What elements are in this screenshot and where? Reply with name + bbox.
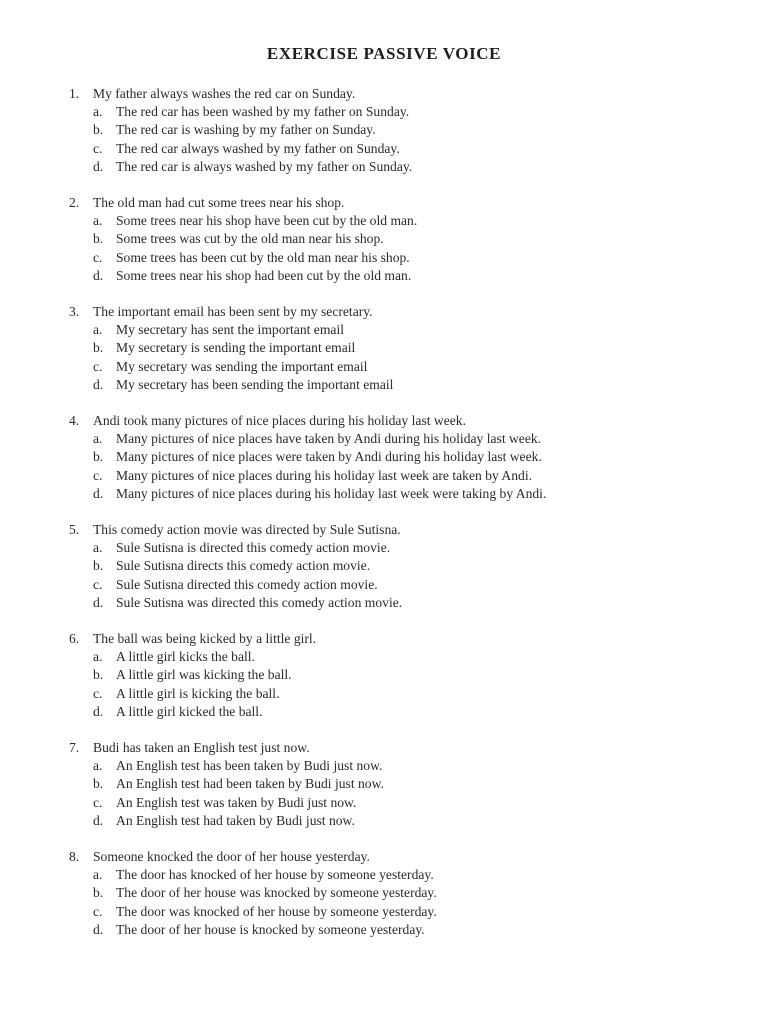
option-letter: d. xyxy=(93,812,104,828)
option-a xyxy=(0,648,768,666)
option-text: An English test has been taken by Budi just now. xyxy=(116,758,383,774)
question-text: Andi took many pictures of nice places during his holiday last week. xyxy=(93,413,466,428)
question-text: Budi has taken an English test just now. xyxy=(93,740,310,755)
question-number: 6. xyxy=(69,631,80,646)
option-letter: d. xyxy=(93,267,104,283)
option-text: My secretary was sending the important email xyxy=(116,358,368,374)
option-d xyxy=(0,158,768,176)
option-text: Sule Sutisna is directed this comedy action movie. xyxy=(116,540,391,556)
option-a xyxy=(0,430,768,448)
option-letter: d. xyxy=(93,158,104,174)
option-letter: b. xyxy=(93,776,104,792)
option-b xyxy=(0,884,768,902)
option-text: Sule Sutisna directs this comedy action movie. xyxy=(116,558,371,574)
option-text: The red car is always washed by my father on Sunday. xyxy=(116,158,413,174)
option-letter: c. xyxy=(93,467,103,483)
question-text: The important email has been sent by my secretary. xyxy=(93,304,373,319)
option-text: The door of her house was knocked by someone yesterday. xyxy=(116,885,437,901)
option-letter: b. xyxy=(93,340,104,356)
option-c xyxy=(0,576,768,594)
option-d xyxy=(0,703,768,721)
option-c xyxy=(0,467,768,485)
question-stem xyxy=(0,630,768,648)
question-number: 7. xyxy=(69,740,80,755)
question-number: 1. xyxy=(69,86,80,101)
option-text: Many pictures of nice places during his holiday last week were taking by Andi. xyxy=(116,485,547,501)
option-letter: c. xyxy=(93,140,103,156)
option-letter: a. xyxy=(93,649,103,665)
option-c xyxy=(0,140,768,158)
option-a xyxy=(0,212,768,230)
option-b xyxy=(0,339,768,357)
option-text: A little girl is kicking the ball. xyxy=(116,685,280,701)
question-text: This comedy action movie was directed by Sule Sutisna. xyxy=(93,522,401,537)
option-text: The door of her house is knocked by someone yesterday. xyxy=(116,921,425,937)
option-text: The red car always washed by my father on Sunday. xyxy=(116,140,400,156)
question-6 xyxy=(0,630,768,739)
option-text: My secretary has sent the important email xyxy=(116,322,345,338)
question-7 xyxy=(0,739,768,848)
question-1 xyxy=(0,85,768,194)
option-b xyxy=(0,666,768,684)
option-text: My secretary has been sending the important email xyxy=(116,376,394,392)
option-b xyxy=(0,448,768,466)
question-stem xyxy=(0,521,768,539)
option-letter: a. xyxy=(93,758,103,774)
option-text: My secretary is sending the important email xyxy=(116,340,356,356)
question-text: Someone knocked the door of her house yesterday. xyxy=(93,849,370,864)
option-text: Sule Sutisna directed this comedy action movie. xyxy=(116,576,378,592)
option-text: Many pictures of nice places have taken by Andi during his holiday last week. xyxy=(116,431,542,447)
question-text: The old man had cut some trees near his shop. xyxy=(93,195,345,210)
question-list xyxy=(0,85,768,957)
question-number: 2. xyxy=(69,195,80,210)
option-letter: c. xyxy=(93,576,103,592)
option-c xyxy=(0,685,768,703)
option-letter: c. xyxy=(93,358,103,374)
option-text: The red car has been washed by my father on Sunday. xyxy=(116,104,410,120)
option-b xyxy=(0,230,768,248)
question-number: 5. xyxy=(69,522,80,537)
option-letter: b. xyxy=(93,122,104,138)
option-letter: c. xyxy=(93,249,103,265)
option-text: An English test was taken by Budi just now. xyxy=(116,794,357,810)
option-text: A little girl kicks the ball. xyxy=(116,649,255,665)
option-text: Some trees near his shop had been cut by the old man. xyxy=(116,267,412,283)
option-text: An English test had taken by Budi just now. xyxy=(116,812,355,828)
question-text: The ball was being kicked by a little girl. xyxy=(93,631,317,646)
question-number: 8. xyxy=(69,849,80,864)
question-stem xyxy=(0,739,768,757)
option-letter: d. xyxy=(93,485,104,501)
question-2 xyxy=(0,194,768,303)
option-text: Some trees near his shop have been cut by the old man. xyxy=(116,213,418,229)
question-number: 3. xyxy=(69,304,80,319)
option-a xyxy=(0,321,768,339)
option-letter: a. xyxy=(93,213,103,229)
option-letter: a. xyxy=(93,540,103,556)
option-text: An English test had been taken by Budi just now. xyxy=(116,776,384,792)
option-d xyxy=(0,267,768,285)
question-stem xyxy=(0,848,768,866)
option-letter: b. xyxy=(93,449,104,465)
option-d xyxy=(0,812,768,830)
page-title: EXERCISE PASSIVE VOICE xyxy=(266,44,502,63)
option-letter: a. xyxy=(93,104,103,120)
option-text: A little girl kicked the ball. xyxy=(116,703,263,719)
option-b xyxy=(0,557,768,575)
option-text: The door has knocked of her house by someone yesterday. xyxy=(116,867,434,883)
option-text: Many pictures of nice places during his holiday last week are taken by Andi. xyxy=(116,467,533,483)
option-a xyxy=(0,539,768,557)
option-d xyxy=(0,594,768,612)
option-c xyxy=(0,249,768,267)
option-letter: d. xyxy=(93,921,104,937)
option-letter: b. xyxy=(93,885,104,901)
option-d xyxy=(0,485,768,503)
question-4 xyxy=(0,412,768,521)
question-8 xyxy=(0,848,768,957)
question-stem xyxy=(0,412,768,430)
question-3 xyxy=(0,303,768,412)
option-letter: b. xyxy=(93,231,104,247)
question-stem xyxy=(0,85,768,103)
option-letter: a. xyxy=(93,867,103,883)
option-letter: d. xyxy=(93,703,104,719)
option-letter: a. xyxy=(93,431,103,447)
option-text: Sule Sutisna was directed this comedy action movie. xyxy=(116,594,403,610)
question-5 xyxy=(0,521,768,630)
option-letter: c. xyxy=(93,903,103,919)
option-letter: a. xyxy=(93,322,103,338)
option-c xyxy=(0,358,768,376)
option-text: Many pictures of nice places were taken by Andi during his holiday last week. xyxy=(116,449,542,465)
option-d xyxy=(0,376,768,394)
option-letter: b. xyxy=(93,667,104,683)
option-text: Some trees was cut by the old man near his shop. xyxy=(116,231,384,247)
question-stem xyxy=(0,194,768,212)
option-text: A little girl was kicking the ball. xyxy=(116,667,292,683)
option-c xyxy=(0,903,768,921)
option-b xyxy=(0,121,768,139)
option-text: Some trees has been cut by the old man near his shop. xyxy=(116,249,410,265)
option-d xyxy=(0,921,768,939)
option-c xyxy=(0,794,768,812)
option-a xyxy=(0,757,768,775)
option-letter: c. xyxy=(93,794,103,810)
question-stem xyxy=(0,303,768,321)
option-letter: b. xyxy=(93,558,104,574)
option-letter: d. xyxy=(93,376,104,392)
option-text: The red car is washing by my father on Sunday. xyxy=(116,122,376,138)
option-letter: d. xyxy=(93,594,104,610)
option-a xyxy=(0,866,768,884)
option-letter: c. xyxy=(93,685,103,701)
option-text: The door was knocked of her house by someone yesterday. xyxy=(116,903,437,919)
option-a xyxy=(0,103,768,121)
question-text: My father always washes the red car on Sunday. xyxy=(93,86,356,101)
option-b xyxy=(0,775,768,793)
question-number: 4. xyxy=(69,413,80,428)
